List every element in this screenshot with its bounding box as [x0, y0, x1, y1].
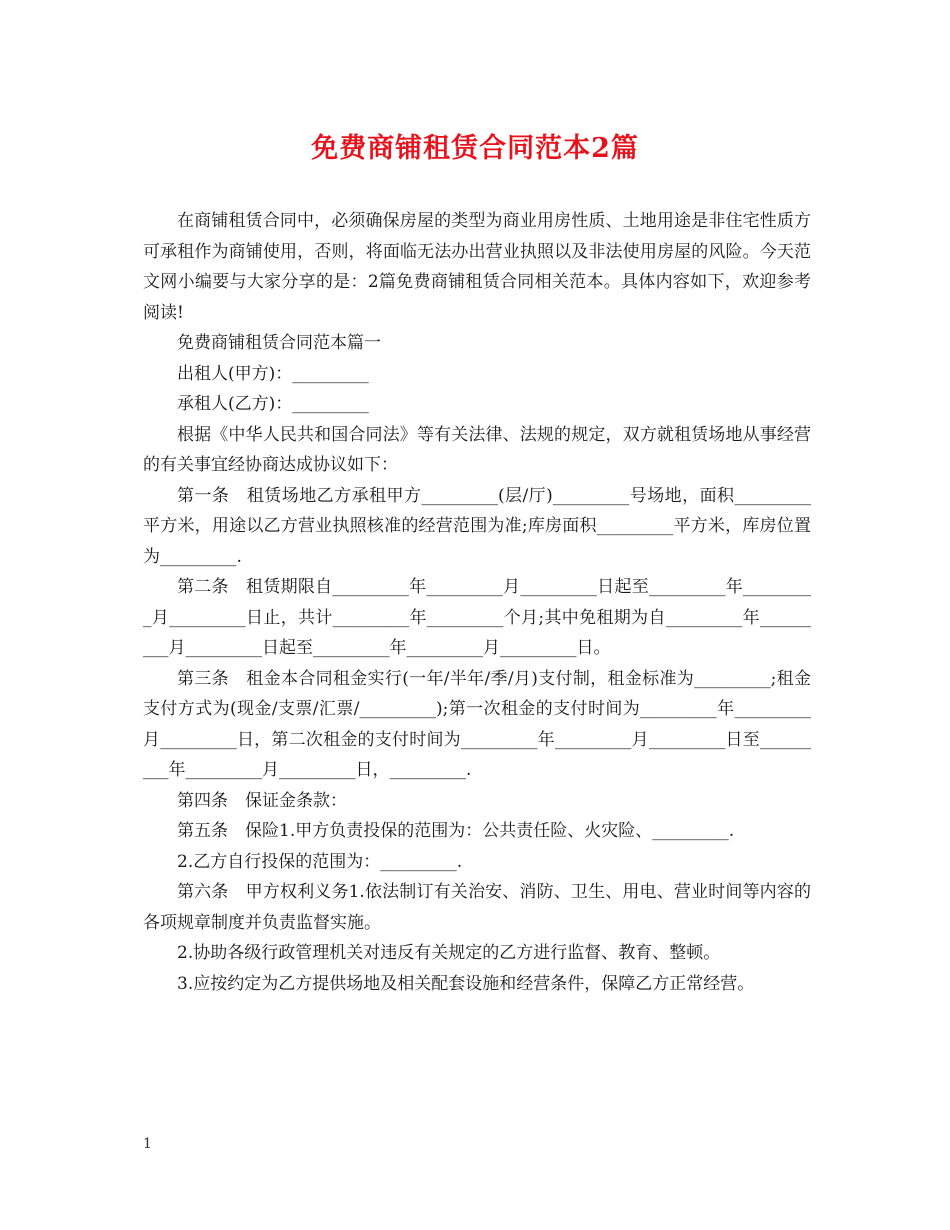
- paragraph: 在商铺租赁合同中，必须确保房屋的类型为商业用房性质、土地用途是非住宅性质方可承租作为商铺使用，否则，将面临无法办出营业执照以及非法使用房屋的风险。今天范文网小编要与大家分享的是：2篇免费商铺租赁合同相关范本。具体内容如下，欢迎参考阅读!: [143, 211, 811, 323]
- page-number: 1: [143, 1136, 152, 1152]
- paragraph: 3.应按约定为乙方提供场地及相关配套设施和经营条件，保障乙方正常经营。: [177, 973, 755, 994]
- paragraph: 第四条 保证金条款：: [177, 790, 347, 811]
- paragraph: 第二条 租赁期限自_________年_________月_________日起至_________年_________月_________日止，共计_________年_________个月;其中免租期为自_________年_________月_________日起至_________年_________月_________日。: [143, 577, 811, 658]
- paragraph: 第一条 租赁场地乙方承租甲方_________(层/厅)_________号场地，面积_________平方米，用途以乙方营业执照核准的经营范围为准;库房面积_________平方米，库房位置为_________.: [143, 485, 811, 567]
- paragraph: 2.协助各级行政管理机关对违反有关规定的乙方进行监督、教育、整顿。: [177, 943, 721, 963]
- paragraph: 根据《中华人民共和国合同法》等有关法律、法规的规定，双方就租赁场地从事经营的有关事宜经协商达成协议如下：: [143, 424, 811, 475]
- section-heading: 免费商铺租赁合同范本篇一: [177, 333, 381, 353]
- paragraph: 第六条 甲方权利义务1.依法制订有关治安、消防、卫生、用电、营业时间等内容的各项规章制度并负责监督实施。: [143, 882, 811, 933]
- paragraph: 承租人(乙方)：_________: [177, 394, 369, 414]
- paragraph: 第五条 保险1.甲方负责投保的范围为：公共责任险、火灾险、_________.: [177, 821, 735, 841]
- paragraph: 2.乙方自行投保的范围为：_________.: [177, 851, 463, 872]
- paragraph: 第三条 租金本合同租金实行(一年/半年/季/月)支付制，租金标准为_________;租金支付方式为(现金/支票/汇票/_________);第一次租金的支付时间为_________年_________月_________日，第二次租金的支付时间为_________年_________月_________日至_________年_________月_________日，_________.: [143, 668, 811, 780]
- document-body: [143, 206, 811, 999]
- paragraph: 出租人(甲方)：_________: [177, 363, 369, 384]
- document-title: 免费商铺租赁合同范本2篇: [311, 133, 639, 164]
